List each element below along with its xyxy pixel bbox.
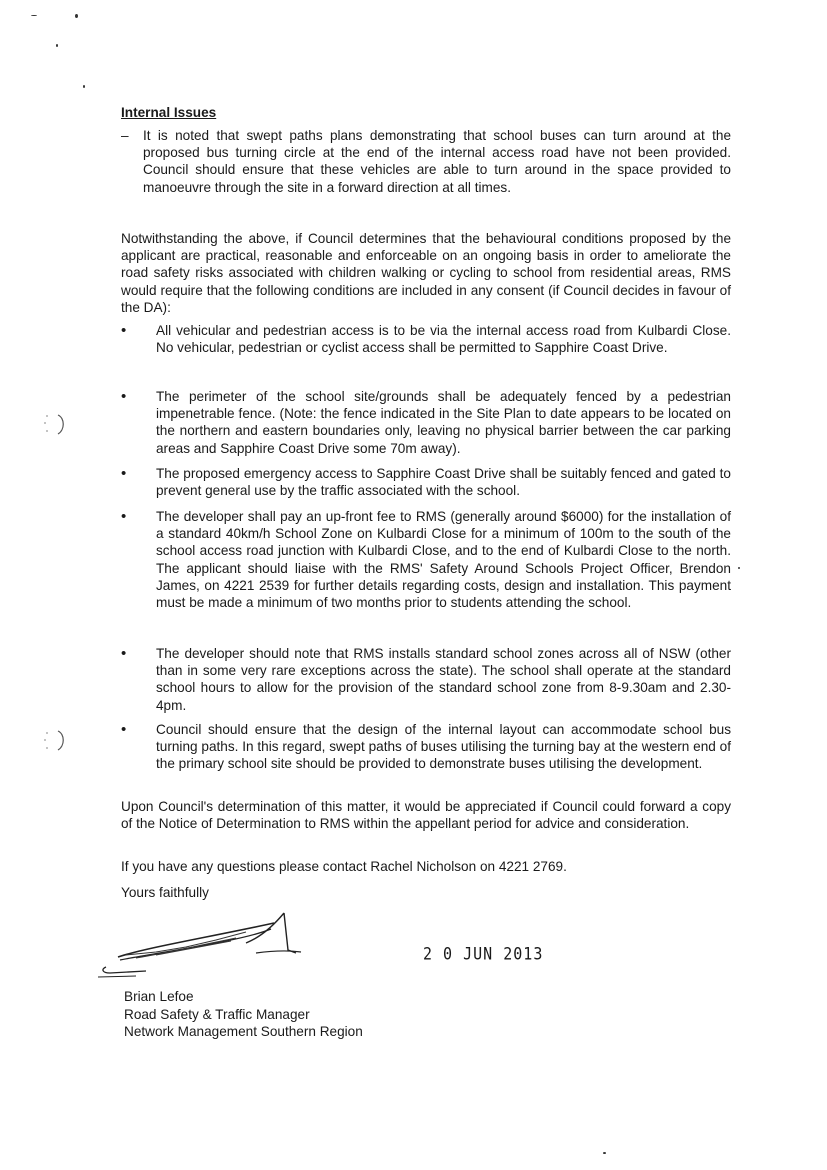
condition-text: The developer shall pay an up-front fee to RMS (generally around $6000) for the installation of a standard 40km/h School Zone on Kulbardi Close for a minimum of 100m to the south of the school access road junction with Kulbardi Close, and to the end of Kulbardi Close to the north. The applicant should liaise with the RMS' Safety Around Schools Project Officer, Brendon James, on 4221 2539 for further details regarding costs, design and installation. This payment must be made a minimum of two months prior to students attending the school. bbox=[156, 509, 731, 611]
dash-marker: – bbox=[121, 128, 129, 143]
section-heading: Internal Issues bbox=[121, 105, 217, 120]
scan-speck bbox=[738, 567, 740, 569]
scan-speck bbox=[31, 15, 37, 16]
internal-issue-text: It is noted that swept paths plans demonstrating that school buses can turn around at the proposed bus turning circle at the end of the internal access road have not been provided. Council should ensure that these vehicles are able to turn around in the space provided to manoeuvre through the site in a forward direction at all times. bbox=[143, 128, 731, 195]
date-stamp: 2 0 JUN 2013 bbox=[423, 943, 544, 965]
punch-hole-mark bbox=[40, 412, 70, 438]
sign-off: Yours faithfully bbox=[121, 885, 209, 900]
punch-hole-mark bbox=[40, 728, 70, 754]
bullet-marker: • bbox=[121, 322, 127, 339]
contact-line: If you have any questions please contact Rachel Nicholson on 4221 2769. bbox=[121, 859, 567, 874]
bullet-marker: • bbox=[121, 645, 127, 662]
condition-text: The perimeter of the school site/grounds shall be adequately fenced by a pedestrian impenetrable fence. (Note: the fence indicated in the Site Plan to date appears to be located on the northern and eastern boundaries only, leaving no physical barrier between the car parking areas and Sapphire Coast Drive some 70m away). bbox=[156, 389, 731, 456]
bullet-marker: • bbox=[121, 388, 127, 405]
signatory-title: Road Safety & Traffic Manager bbox=[124, 1006, 310, 1022]
scan-speck bbox=[83, 85, 85, 88]
condition-text: All vehicular and pedestrian access is to be via the internal access road from Kulbardi Close. No vehicular, pedestrian or cyclist access shall be permitted to Sapphire Coast Drive. bbox=[156, 323, 731, 356]
scan-speck bbox=[75, 14, 78, 18]
signatory-block bbox=[124, 988, 363, 1041]
bullet-marker: • bbox=[121, 508, 127, 525]
scan-speck bbox=[603, 1152, 606, 1154]
signatory-unit: Network Management Southern Region bbox=[124, 1024, 363, 1039]
intro-paragraph: Notwithstanding the above, if Council determines that the behavioural conditions proposed by the applicant are practical, reasonable and enforceable on an ongoing basis in order to ameliorate the road safety risks associated with children walking or cycling to school from residential areas, RMS would require that the following conditions are included in any consent (if Council decides in favour of the DA): bbox=[121, 231, 731, 315]
condition-text: The proposed emergency access to Sapphire Coast Drive shall be suitably fenced and gated to prevent general use by the traffic associated with the school. bbox=[156, 466, 731, 499]
bullet-marker: • bbox=[121, 721, 127, 738]
closing-paragraph: Upon Council's determination of this matter, it would be appreciated if Council could forward a copy of the Notice of Determination to RMS within the appellant period for advice and consideration. bbox=[121, 799, 731, 832]
condition-text: The developer should note that RMS installs standard school zones across all of NSW (other than in some very rare exceptions across the state). The school shall operate at the standard school hours to allow for the provision of the standard school zone from 8-9.30am and 2.30-4pm. bbox=[156, 646, 731, 713]
signature-graphic bbox=[96, 905, 306, 985]
scan-speck bbox=[56, 44, 58, 47]
bullet-marker: • bbox=[121, 465, 127, 482]
condition-text: Council should ensure that the design of the internal layout can accommodate school bus turning paths. In this regard, swept paths of buses utilising the turning bay at the western end of the primary school site should be provided to demonstrate buses utilising the development. bbox=[156, 722, 731, 772]
signatory-name: Brian Lefoe bbox=[124, 989, 194, 1004]
